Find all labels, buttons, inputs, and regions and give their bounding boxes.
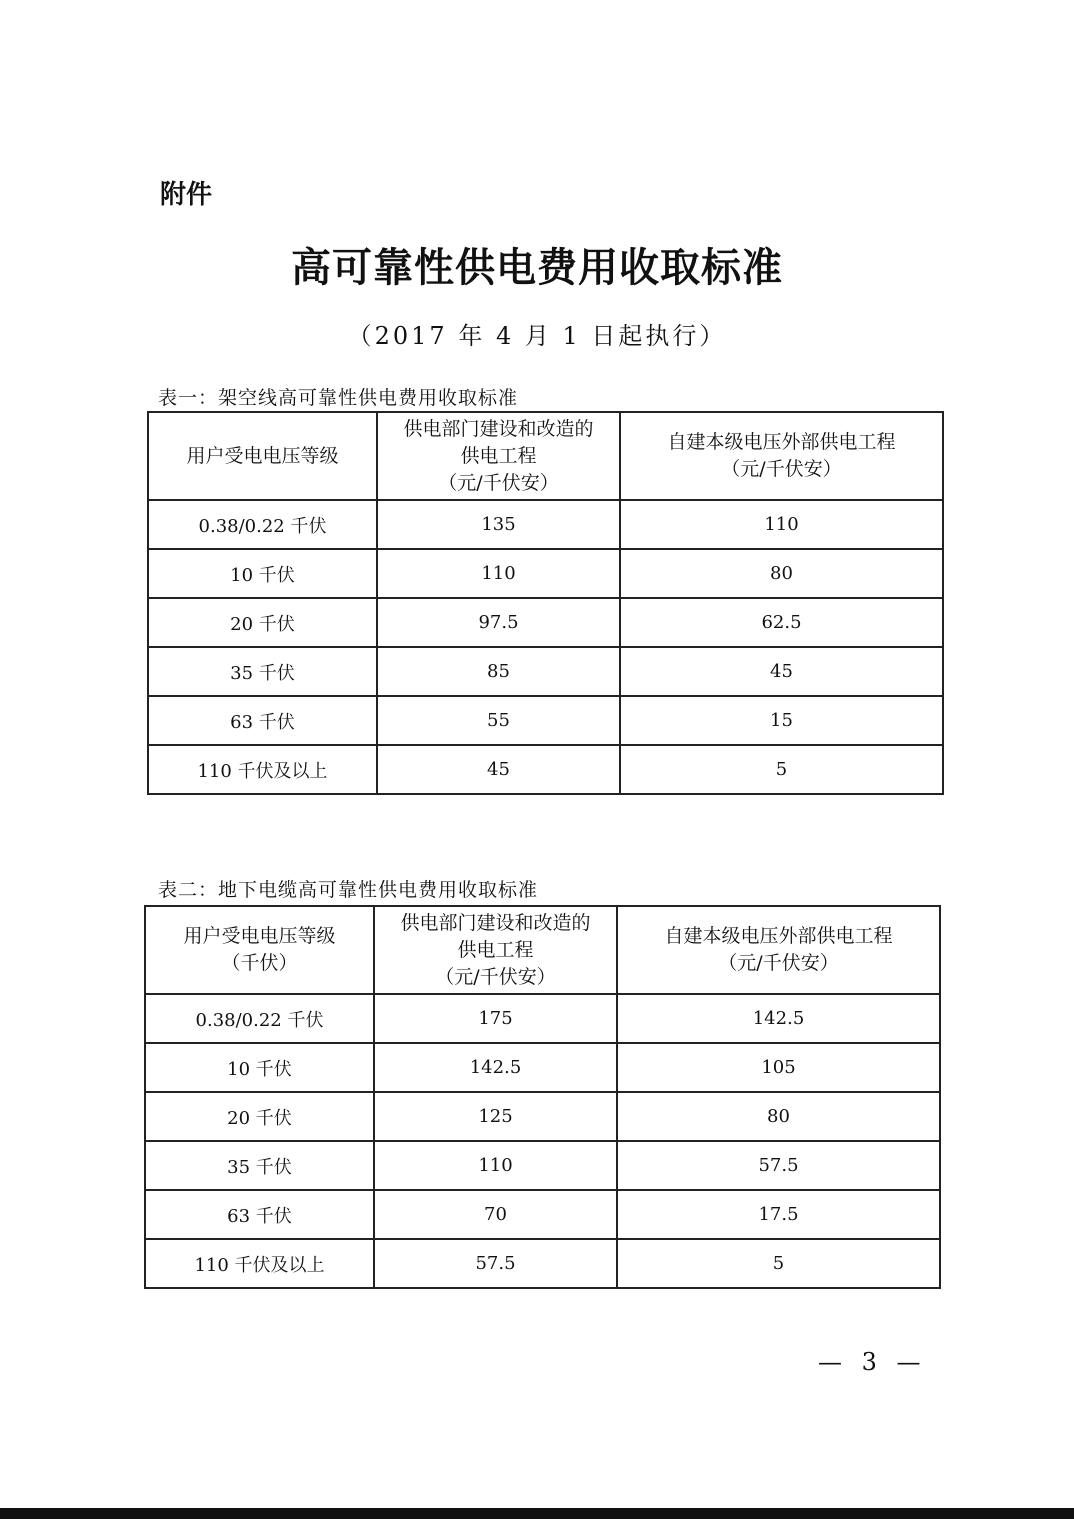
table-row [145,1043,940,1092]
table-row [148,745,943,794]
self-built-fee-cell: 5 [620,745,943,794]
table-header-row [145,906,940,994]
header-self-built [620,412,943,500]
page-number: — 3 — [818,1348,927,1376]
voltage-cell: 20 千伏 [148,598,377,647]
utility-fee-cell: 85 [377,647,620,696]
header-self-built [617,906,940,994]
table2-caption: 表二：地下电缆高可靠性供电费用收取标准 [158,879,539,901]
underground-cable-fee-table [144,905,941,1289]
self-built-fee-cell: 80 [617,1092,940,1141]
table-row [148,696,943,745]
utility-fee-cell: 70 [374,1190,617,1239]
table-header-row [148,412,943,500]
table-row [145,1092,940,1141]
attachment-label: 附件 [160,180,213,210]
self-built-fee-cell: 5 [617,1239,940,1288]
document-title: 高可靠性供电费用收取标准 [291,244,783,291]
self-built-fee-cell: 17.5 [617,1190,940,1239]
self-built-fee-cell: 142.5 [617,994,940,1043]
voltage-cell: 0.38/0.22 千伏 [145,994,374,1043]
utility-fee-cell: 97.5 [377,598,620,647]
utility-fee-cell: 175 [374,994,617,1043]
utility-fee-cell: 55 [377,696,620,745]
voltage-cell: 35 千伏 [148,647,377,696]
table-row [145,1239,940,1288]
header-line: 自建本级电压外部供电工程 [664,925,893,947]
voltage-cell: 10 千伏 [145,1043,374,1092]
header-utility-built [377,412,620,500]
utility-fee-cell: 110 [374,1141,617,1190]
table-row [148,598,943,647]
header-line: 供电部门建设和改造的 [403,417,594,440]
self-built-fee-cell: 45 [620,647,943,696]
voltage-cell: 35 千伏 [145,1141,374,1190]
utility-fee-cell: 125 [374,1092,617,1141]
header-line: （元/千伏安） [438,471,559,494]
header-line: 用户受电电压等级 [183,925,336,947]
utility-fee-cell: 135 [377,500,620,549]
voltage-cell: 10 千伏 [148,549,377,598]
table-row [148,549,943,598]
table-row [145,994,940,1043]
table-row [145,1190,940,1239]
header-line: 用户受电电压等级 [186,444,339,467]
header-line: （千伏） [221,952,298,974]
header-line: 自建本级电压外部供电工程 [667,431,896,453]
utility-fee-cell: 110 [377,549,620,598]
header-line: 供电部门建设和改造的 [400,911,591,934]
table-row [148,500,943,549]
header-line: （元/千伏安） [435,965,556,988]
header-utility-built [374,906,617,994]
utility-fee-cell: 57.5 [374,1239,617,1288]
effective-date-subtitle: （2017 年 4 月 1 日起执行） [347,322,727,350]
voltage-cell: 110 千伏及以上 [145,1239,374,1288]
utility-fee-cell: 45 [377,745,620,794]
self-built-fee-cell: 105 [617,1043,940,1092]
voltage-cell: 0.38/0.22 千伏 [148,500,377,549]
voltage-cell: 63 千伏 [148,696,377,745]
header-line: （元/千伏安） [721,458,842,480]
voltage-cell: 110 千伏及以上 [148,745,377,794]
self-built-fee-cell: 80 [620,549,943,598]
scan-edge-bar [0,1508,1074,1519]
table1-caption: 表一：架空线高可靠性供电费用收取标准 [158,387,519,409]
header-voltage-level [145,906,374,994]
voltage-cell: 63 千伏 [145,1190,374,1239]
header-line: 供电工程 [460,444,537,467]
self-built-fee-cell: 15 [620,696,943,745]
header-line: （元/千伏安） [718,952,839,974]
header-line: 供电工程 [457,938,534,961]
utility-fee-cell: 142.5 [374,1043,617,1092]
self-built-fee-cell: 110 [620,500,943,549]
header-voltage-level [148,412,377,500]
overhead-line-fee-table [147,411,944,795]
table-row [148,647,943,696]
self-built-fee-cell: 57.5 [617,1141,940,1190]
self-built-fee-cell: 62.5 [620,598,943,647]
voltage-cell: 20 千伏 [145,1092,374,1141]
table-row [145,1141,940,1190]
